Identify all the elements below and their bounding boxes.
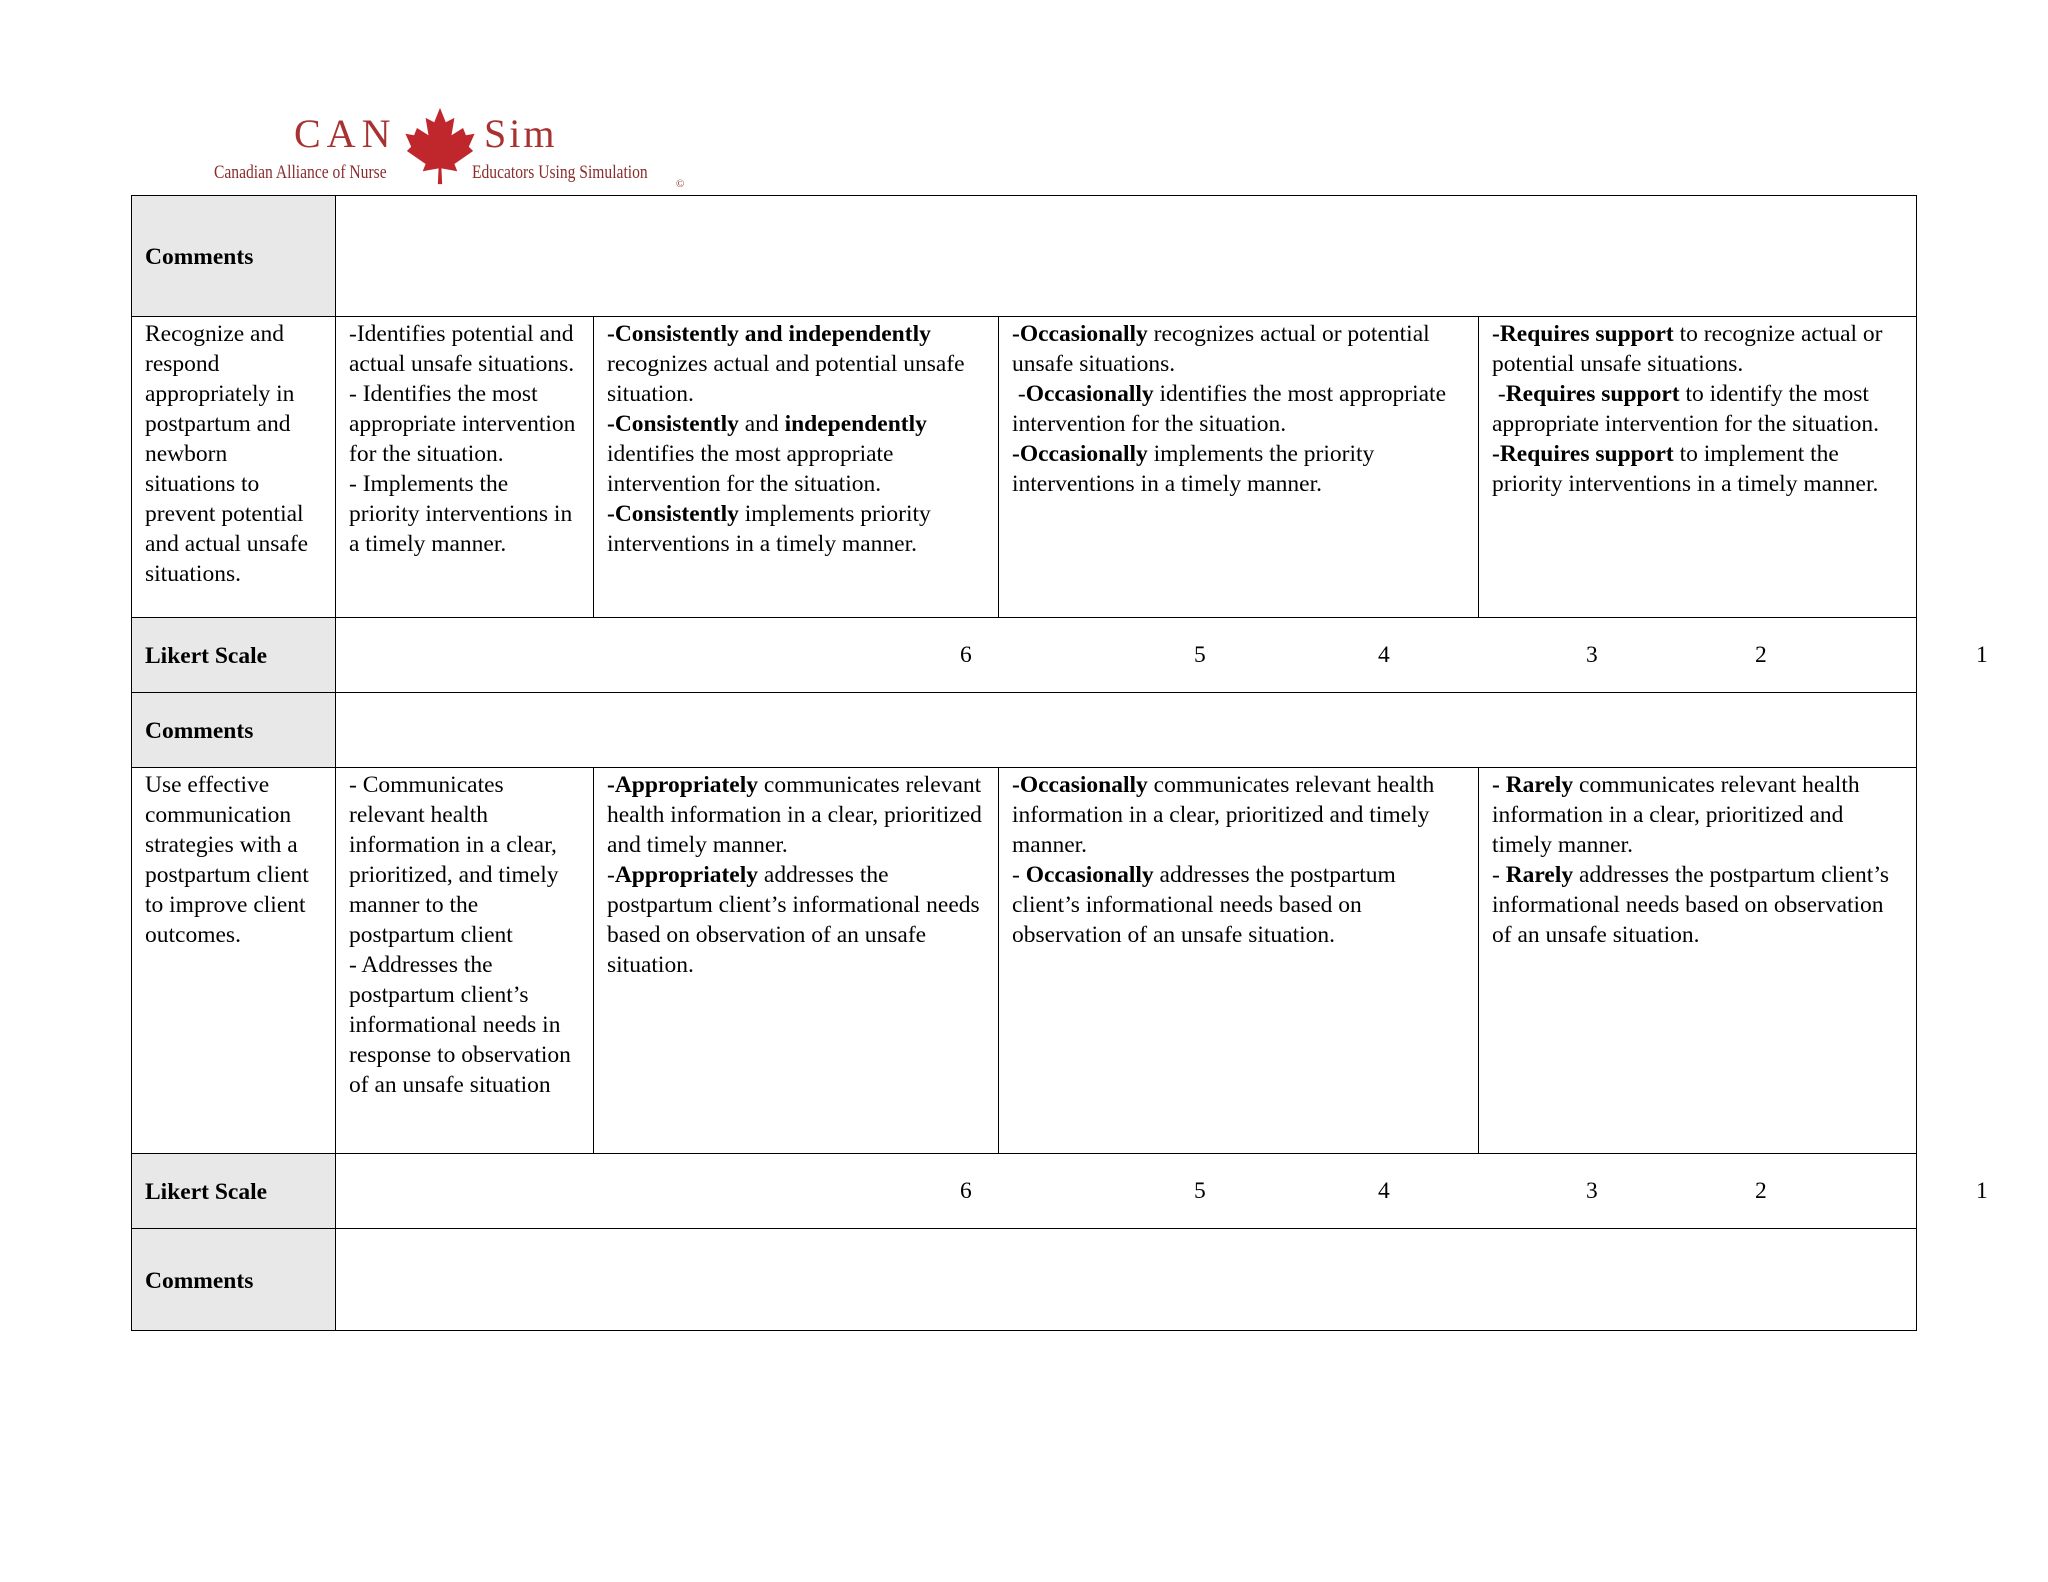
descriptor-emphasis: -Occasionally — [1012, 441, 1148, 467]
descriptor-text: communicates relevant health information in a clear, prioritized and timely manner. — [1492, 772, 1866, 858]
descriptor-text: to implement the priority interventions in a timely manner. — [1492, 441, 1879, 497]
rubric-table — [131, 195, 1988, 1331]
descriptor-line — [1492, 770, 1903, 860]
descriptor-line — [607, 319, 985, 409]
likert-scale — [336, 1154, 1988, 1229]
level-mid-descriptor — [999, 768, 1479, 1154]
behaviours-text: -Identifies potential and actual unsafe situations. - Identifies the most appropriate intervention for the situation. - Implements the priority interventions in a timely manner. — [349, 321, 576, 557]
likert-option-4[interactable]: 4 — [1378, 642, 1390, 668]
likert-option-5[interactable]: 5 — [1194, 642, 1206, 668]
descriptor-line — [1012, 379, 1465, 439]
descriptor-emphasis: -Consistently — [607, 411, 739, 437]
likert-option-1[interactable]: 1 — [1976, 642, 1988, 668]
descriptor-emphasis: -Occasionally — [1012, 321, 1148, 347]
descriptor-line — [607, 499, 985, 559]
criterion-text: Recognize and respond appropriately in postpartum and newborn situations to prevent potential and actual unsafe situations. — [132, 317, 336, 618]
descriptor-emphasis: -Consistently — [607, 501, 739, 527]
likert-label: Likert Scale — [132, 618, 336, 693]
logo-sim-text: Sim — [484, 111, 558, 156]
expected-behaviours — [336, 768, 594, 1154]
comments-label: Comments — [132, 693, 336, 768]
descriptor-line — [1012, 319, 1465, 379]
descriptor-line — [607, 770, 988, 860]
likert-label: Likert Scale — [132, 1154, 336, 1229]
behaviours-text: - Communicates relevant health information in a clear, prioritized, and timely manner to the postpartum client - Addresses the postpartum client’s informational needs in response to observation of an unsafe situation — [349, 772, 571, 1098]
descriptor-emphasis: Rarely — [1505, 862, 1574, 888]
descriptor-text: addresses the postpartum client’s informational needs based on observation of an unsafe situation. — [1012, 862, 1402, 948]
level-high-descriptor — [594, 768, 999, 1154]
descriptor-text: communicates relevant health information in a clear, prioritized and timely manner. — [607, 772, 988, 858]
descriptor-emphasis: Occasionally — [1025, 862, 1154, 888]
criterion-row-1 — [132, 317, 1917, 618]
comments-field[interactable] — [336, 196, 1917, 317]
likert-option-3[interactable]: 3 — [1586, 1178, 1598, 1204]
descriptor-text: - — [1012, 381, 1026, 407]
descriptor-emphasis: Appropriately — [614, 862, 759, 888]
canSim-logo — [214, 110, 694, 192]
comments-field[interactable] — [336, 1229, 1917, 1331]
descriptor-text: implements priority interventions in a timely manner. — [607, 501, 937, 557]
descriptor-text: implements the priority interventions in a timely manner. — [1012, 441, 1381, 497]
descriptor-line — [1012, 860, 1465, 950]
likert-scale — [336, 618, 1988, 693]
descriptor-emphasis: -Requires support — [1492, 321, 1674, 347]
descriptor-line — [607, 860, 985, 980]
descriptor-emphasis: Occasionally — [1025, 381, 1154, 407]
likert-option-1[interactable]: 1 — [1976, 1178, 1988, 1204]
descriptor-text: - — [607, 862, 615, 888]
descriptor-emphasis: -Appropriately — [607, 772, 759, 798]
descriptor-text: and — [738, 411, 785, 437]
level-low-descriptor — [1479, 768, 1917, 1154]
likert-option-6[interactable]: 6 — [960, 1178, 972, 1204]
descriptor-line — [1012, 439, 1465, 499]
descriptor-emphasis: - Rarely — [1492, 772, 1574, 798]
descriptor-text: identifies the most appropriate intervention for the situation. — [607, 411, 933, 497]
comments-row — [132, 1229, 1917, 1331]
descriptor-emphasis: -Consistently and independently — [607, 321, 931, 347]
descriptor-text: - — [1492, 381, 1506, 407]
descriptor-text: communicates relevant health information in a clear, prioritized and timely manner. — [1012, 772, 1441, 858]
descriptor-text: to identify the most appropriate intervention for the situation. — [1492, 381, 1879, 437]
descriptor-line — [1492, 379, 1903, 439]
descriptor-line — [1012, 770, 1465, 860]
descriptor-line — [1492, 319, 1903, 379]
likert-row-1 — [132, 618, 1917, 693]
descriptor-emphasis: -Requires support — [1492, 441, 1674, 467]
descriptor-text: to recognize actual or potential unsafe situations. — [1492, 321, 1889, 377]
likert-option-4[interactable]: 4 — [1378, 1178, 1390, 1204]
descriptor-line — [1492, 860, 1903, 950]
logo-copyright: © — [676, 178, 685, 190]
descriptor-text: identifies the most appropriate intervention for the situation. — [1012, 381, 1452, 437]
descriptor-line — [607, 409, 985, 499]
descriptor-text: - — [1012, 862, 1026, 888]
descriptor-line — [1492, 439, 1903, 499]
descriptor-text: - — [1492, 862, 1506, 888]
likert-row-2 — [132, 1154, 1917, 1229]
level-high-descriptor — [594, 317, 999, 618]
comments-row — [132, 693, 1917, 768]
maple-leaf-icon — [404, 106, 476, 186]
descriptor-emphasis: -Occasionally — [1012, 772, 1148, 798]
likert-option-2[interactable]: 2 — [1755, 642, 1767, 668]
comments-label: Comments — [132, 1229, 336, 1331]
criterion-row-2 — [132, 768, 1917, 1154]
likert-option-5[interactable]: 5 — [1194, 1178, 1206, 1204]
comments-row — [132, 196, 1917, 317]
level-low-descriptor — [1479, 317, 1917, 618]
expected-behaviours — [336, 317, 594, 618]
logo-subtitle-left: Canadian Alliance of Nurse — [214, 162, 387, 183]
logo-can-text: CAN — [294, 111, 397, 156]
descriptor-text: recognizes actual and potential unsafe situation. — [607, 321, 971, 407]
likert-option-3[interactable]: 3 — [1586, 642, 1598, 668]
descriptor-text: addresses the postpartum client’s informational needs based on observation of an unsafe situation. — [607, 862, 986, 978]
descriptor-emphasis: independently — [784, 411, 927, 437]
likert-option-2[interactable]: 2 — [1755, 1178, 1767, 1204]
criterion-text: Use effective communication strategies with a postpartum client to improve client outcomes. — [132, 768, 336, 1154]
likert-option-6[interactable]: 6 — [960, 642, 972, 668]
comments-field[interactable] — [336, 693, 1917, 768]
descriptor-text: recognizes actual or potential unsafe situations. — [1012, 321, 1436, 377]
level-mid-descriptor — [999, 317, 1479, 618]
comments-label: Comments — [132, 196, 336, 317]
descriptor-text: addresses the postpartum client’s informational needs based on observation of an unsafe situation. — [1492, 862, 1895, 948]
descriptor-emphasis: Requires support — [1505, 381, 1680, 407]
logo-subtitle-right: Educators Using Simulation — [472, 162, 648, 183]
